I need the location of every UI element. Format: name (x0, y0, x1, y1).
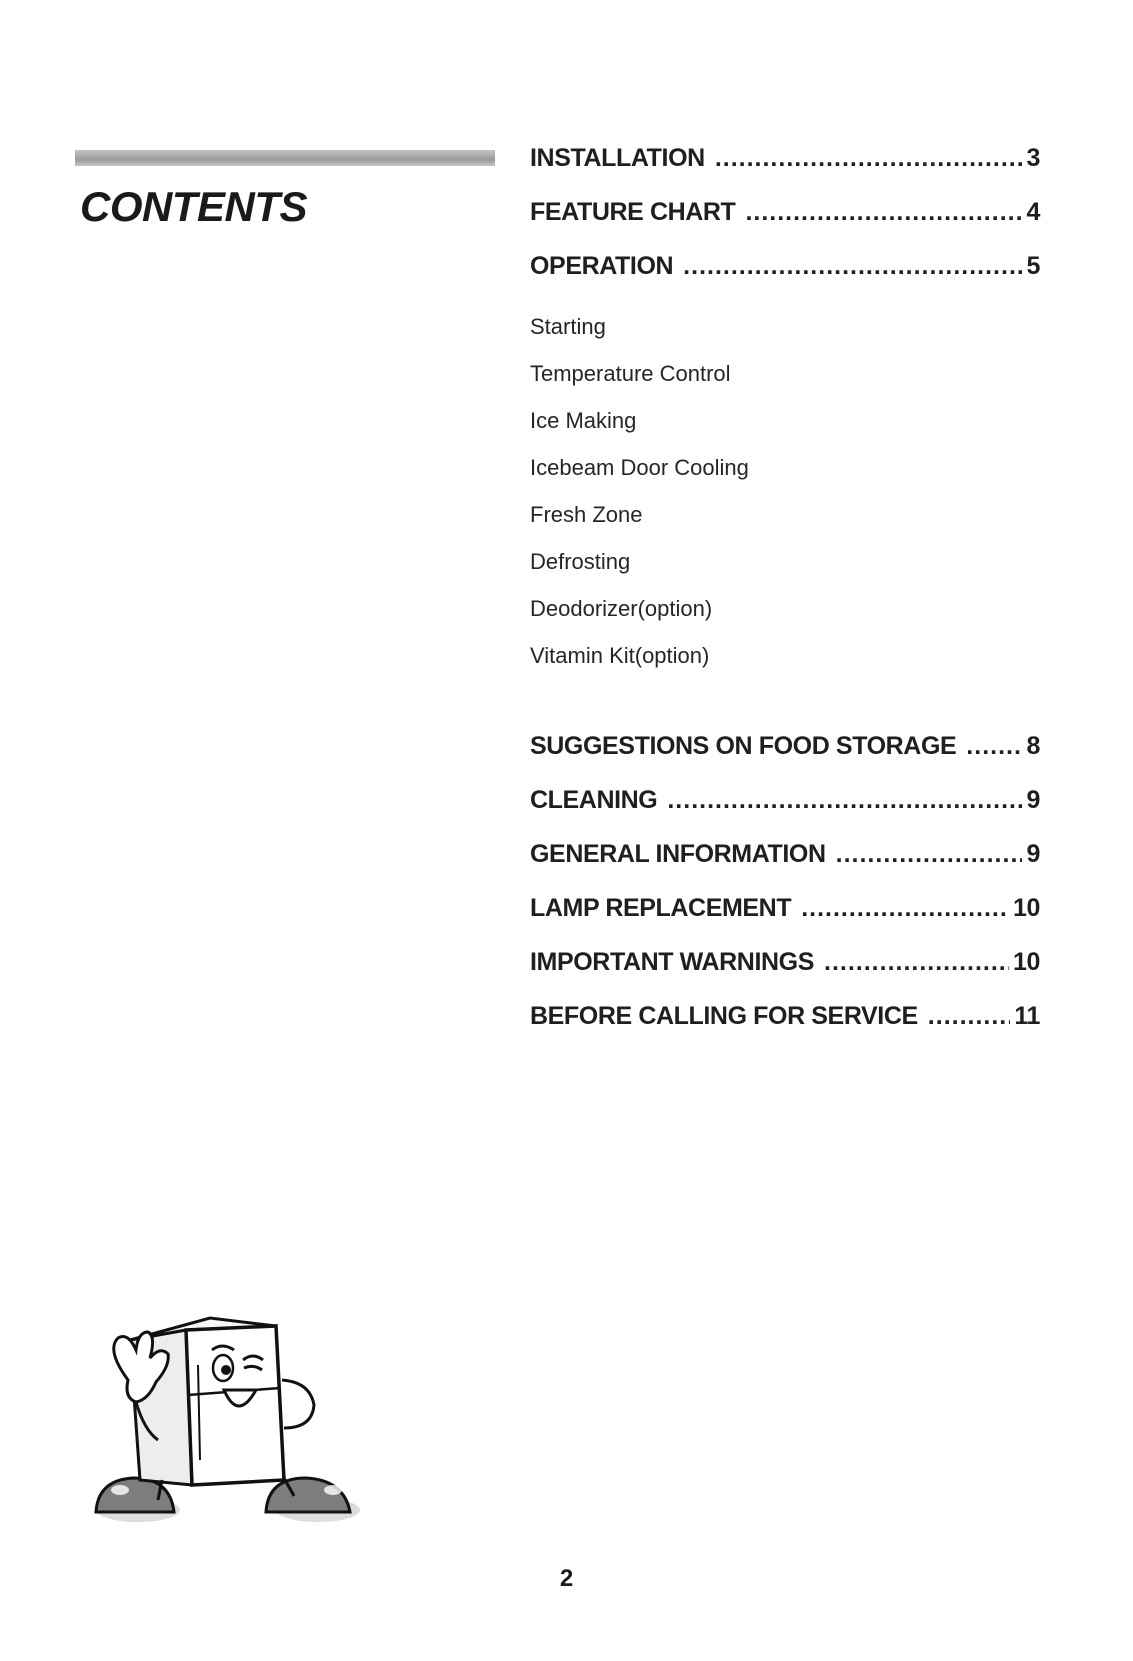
toc-entry-before-calling-service[interactable] (530, 1004, 1040, 1034)
dot-leader (966, 734, 1022, 759)
page-number: 2 (559, 1565, 574, 1592)
dot-leader (824, 950, 1009, 975)
page-title: CONTENTS (80, 183, 307, 230)
toc-subitem-vitamin-kit[interactable]: Vitamin Kit(option) (530, 643, 710, 668)
header-bar (75, 150, 495, 166)
toc-entry-important-warnings[interactable] (530, 950, 1040, 980)
toc-entry-label: BEFORE CALLING FOR SERVICE (530, 1002, 918, 1030)
toc-entry-label: CLEANING (530, 786, 658, 814)
toc-entry-food-storage[interactable] (530, 734, 1040, 764)
toc-entry-page: 10 (1012, 948, 1040, 976)
toc-entry-page: 9 (1026, 786, 1040, 814)
toc-subitem-fresh-zone[interactable]: Fresh Zone (530, 502, 643, 527)
toc-entry-operation[interactable] (530, 254, 1040, 284)
toc-entry-label: OPERATION (530, 252, 674, 280)
toc-entry-label: IMPORTANT WARNINGS (530, 948, 814, 976)
toc-entry-page: 8 (1026, 732, 1040, 760)
toc-entry-page: 3 (1026, 144, 1040, 172)
toc-entry-label: INSTALLATION (530, 144, 705, 172)
toc-subitem-defrosting[interactable]: Defrosting (530, 549, 631, 574)
toc-subitem-deodorizer[interactable]: Deodorizer(option) (530, 596, 713, 621)
toc-entry-page: 11 (1014, 1002, 1040, 1030)
dot-leader (836, 842, 1023, 867)
toc-entry-label: FEATURE CHART (530, 198, 736, 226)
toc-entry-page: 9 (1026, 840, 1040, 868)
toc-entry-page: 5 (1026, 252, 1040, 280)
toc-entry-cleaning[interactable] (530, 788, 1040, 818)
right-arm-icon (282, 1380, 314, 1428)
toc-entry-feature-chart[interactable] (530, 200, 1040, 230)
dot-leader (745, 200, 1022, 225)
dot-leader (667, 788, 1022, 813)
toc-entry-page: 10 (1012, 894, 1040, 922)
toc-entry-label: LAMP REPLACEMENT (530, 894, 792, 922)
dot-leader (801, 896, 1009, 921)
dot-leader (928, 1004, 1011, 1029)
toc-entry-general-information[interactable] (530, 842, 1040, 872)
dot-leader (715, 146, 1023, 171)
toc-entry-label: SUGGESTIONS ON FOOD STORAGE (530, 732, 957, 760)
toc-subitem-ice-making[interactable]: Ice Making (530, 408, 637, 433)
refrigerator-mascot-icon (88, 1310, 368, 1525)
dot-leader (683, 254, 1022, 279)
toc-subitem-temperature-control[interactable]: Temperature Control (530, 361, 731, 386)
right-shoe-icon (266, 1478, 350, 1512)
toc-subitem-starting[interactable]: Starting (530, 314, 606, 339)
toc-entry-lamp-replacement[interactable] (530, 896, 1040, 926)
toc-entry-label: GENERAL INFORMATION (530, 840, 826, 868)
toc-entry-installation[interactable] (530, 146, 1040, 176)
toc-entry-page: 4 (1026, 198, 1040, 226)
toc-subitem-icebeam-door-cooling[interactable]: Icebeam Door Cooling (530, 455, 749, 480)
